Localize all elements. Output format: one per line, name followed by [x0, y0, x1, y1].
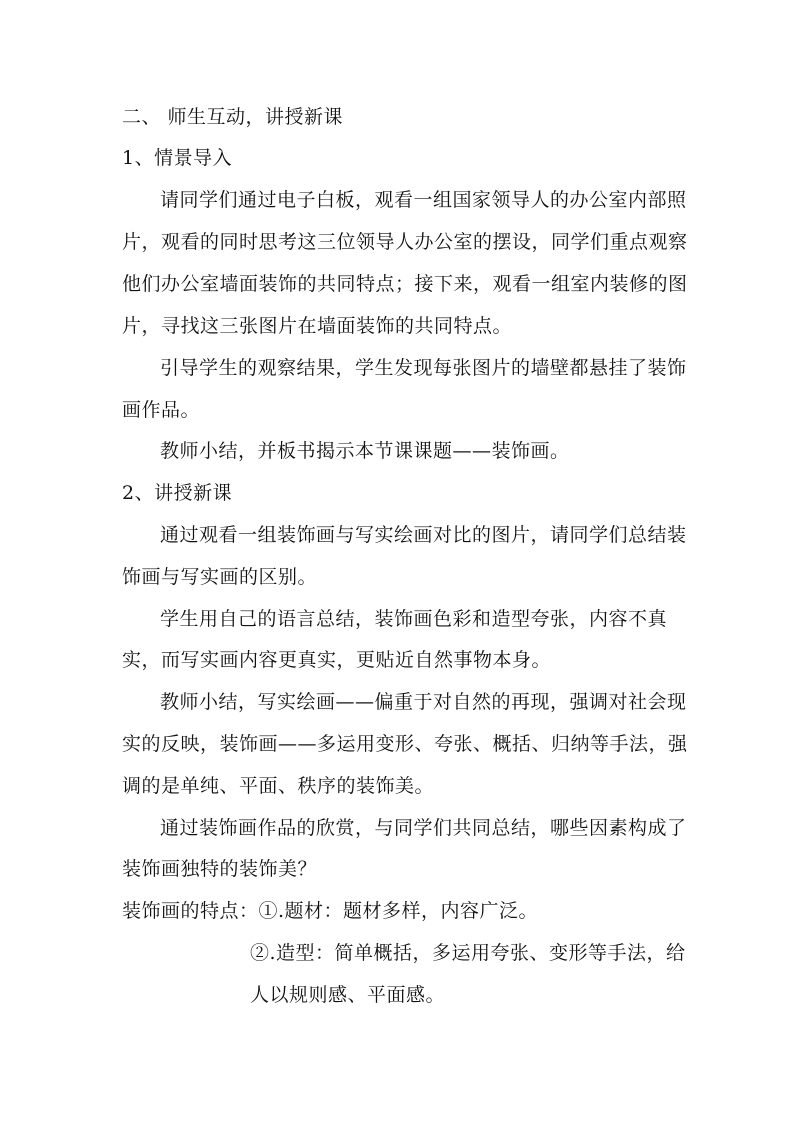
paragraph-line: 实的反映，装饰画——多运用变形、夸张、概括、归纳等手法，强 — [122, 733, 688, 755]
paragraph-line: 装饰画独特的装饰美？ — [122, 858, 318, 880]
paragraph-line: 他们办公室墙面装饰的共同特点；接下来，观看一组室内装修的图 — [122, 273, 688, 295]
paragraph-line: 学生用自己的语言总结，装饰画色彩和造型夸张，内容不真 — [160, 608, 668, 630]
paragraph-line: 饰画与写实画的区别。 — [122, 566, 318, 588]
subsection-heading: 1、情景导入 — [122, 147, 233, 169]
subsection-heading: 2、讲授新课 — [122, 482, 233, 504]
paragraph-line: 片，观看的同时思考这三位领导人办公室的摆设，同学们重点观察 — [122, 231, 688, 253]
paragraph-line: 教师小结，并板书揭示本节课课题——装饰画。 — [160, 440, 570, 462]
paragraph-line: 通过装饰画作品的欣赏，与同学们共同总结，哪些因素构成了 — [160, 817, 687, 839]
feature-list-line: 人以规则感、平面感。 — [250, 984, 446, 1006]
paragraph-line: 通过观看一组装饰画与写实绘画对比的图片，请同学们总结装 — [160, 524, 687, 546]
feature-list-line: ②.造型：简单概括，多运用夸张、变形等手法，给 — [250, 942, 686, 964]
paragraph-line: 请同学们通过电子白板，观看一组国家领导人的办公室内部照 — [160, 189, 687, 211]
paragraph-line: 画作品。 — [122, 399, 201, 421]
paragraph-line: 实，而写实画内容更真实，更贴近自然事物本身。 — [122, 649, 552, 671]
feature-list-line: 装饰画的特点：①.题材：题材多样，内容广泛。 — [122, 900, 539, 922]
paragraph-line: 教师小结，写实绘画——偏重于对自然的再现，强调对社会现 — [160, 691, 687, 713]
paragraph-line: 调的是单纯、平面、秩序的装饰美。 — [122, 775, 435, 797]
paragraph-line: 片，寻找这三张图片在墙面装饰的共同特点。 — [122, 315, 513, 337]
section-heading: 二、 师生互动，讲授新课 — [122, 106, 344, 128]
paragraph-line: 引导学生的观察结果，学生发现每张图片的墙壁都悬挂了装饰 — [160, 357, 687, 379]
